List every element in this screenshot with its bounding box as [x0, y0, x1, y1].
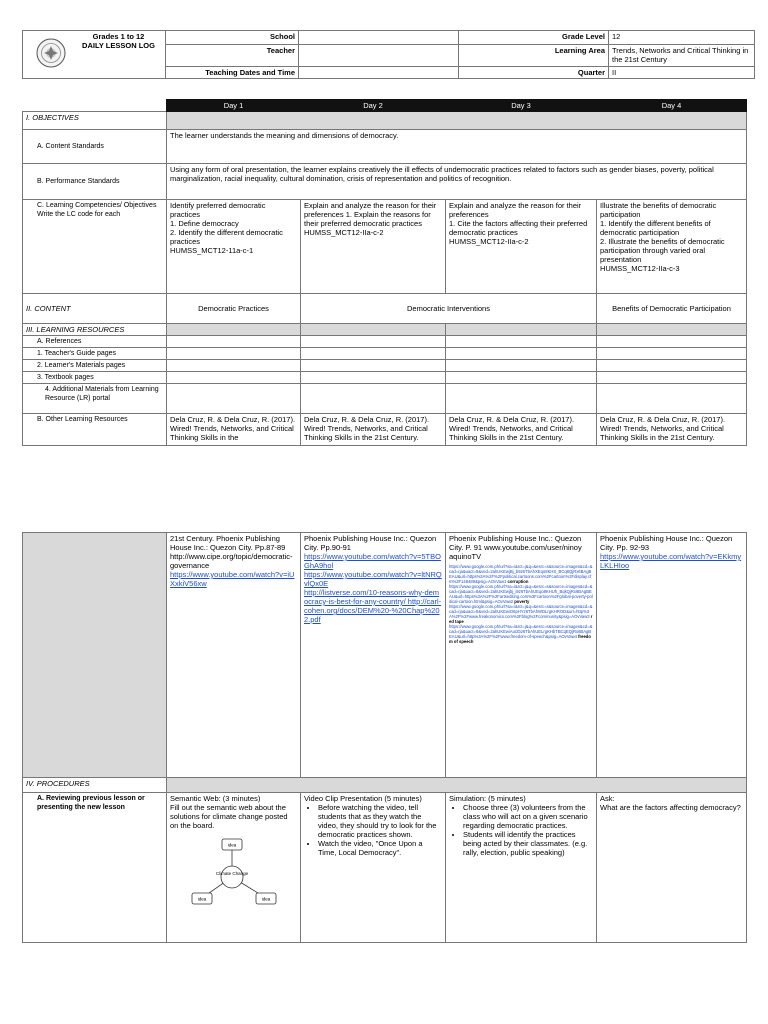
lc-day-3: Explain and analyze the reason for their preferences 1. Cite the factors affecting their preferred democratic practices HUMSS_MCT12-IIa-c-2	[446, 200, 597, 294]
small-link-1[interactable]: https://www.google.com.ph/url?sa=i&rct=j&q=&esrc=s&source=images&cd=&cad=rja&uact=8&ved=2ahUKEwjBj_b9z6TbAhXEqo8KHS_BCq8QjRx6BAgBEAU&url=https%3A%2F%2Fpolitical.cartoons.com%2Fcartoon%2Fdisplay.cfm%2F148489&psig=AOvVaw1 corruption	[449, 564, 593, 584]
link-day-1[interactable]: https://www.youtube.com/watch?v=iUXxkiV56xw	[170, 570, 295, 588]
small-link-3[interactable]: https://www.google.com.ph/url?sa=i&rct=j&q=&esrc=s&source=images&cd=&cad=rja&uact=8&ved=2ahUKEwiO6pHYz6TbAhWDLrgKHROD&url=http%3A%2F%2Fwww.freakonomics.com%2Fblog%2Fcommunity&psig=AOvVaw3 red tape	[449, 604, 593, 624]
procedure-day-2: Video Clip Presentation (5 minutes) • Before watching the video, tell students that as they watch the video, they should try to look for the democratic practices shown. • Watch the video, "Once Upon a Time, Local Democracy".	[301, 793, 446, 943]
objectives-heading: I. OBJECTIVES	[23, 112, 167, 130]
small-link-4[interactable]: https://www.google.com.ph/url?sa=i&rct=j&q=&esrc=s&source=images&cd=&cad=rja&uact=8&ved=2ahUKEwiAuI2bz6TbAhUELrgKHbTBCqEQjRx6BAgBEAU&url=http%3A%2F%2Fwww.freedom-of-speech&psig=AOvVaw4 freedom of speech	[449, 624, 593, 644]
day-4-header: Day 4	[597, 100, 747, 112]
performance-standards-label: B. Performance Standards	[23, 164, 167, 200]
semantic-web-diagram	[180, 834, 290, 914]
web-node-top: idea	[227, 842, 237, 848]
textbook-label: 3. Textbook pages	[23, 372, 167, 384]
web-node-right: idea	[261, 896, 271, 902]
lesson-table	[22, 99, 747, 446]
link-day-4[interactable]: https://www.youtube.com/watch?v=EKkmyLKLHIoo	[600, 552, 742, 570]
resources-day-3: Phoenix Publishing House Inc.: Quezon City. P. 91 www.youtube.com/user/ninoy aquinoTV https://www.google.com.ph/url?sa=i&rct=j&q=&esrc=s&source=images&cd=&cad=rja&uact=8&ved=2ahUKEwjBj_b9z6TbAhXEqo8KHS_BCq8QjRx6BAgBEAU&url=https%3A%2F%2Fpolitical.cartoons.com%2Fcartoon%2Fdisplay.cfm%2F148489&psig=AOvVaw1 corruption https://www.google.com.ph/url?sa=i&rct=j&q=&esrc=s&source=images&cd=&cad=rja&uact=8&ved=2ahUKEwjbj_i9z6TbAhUEqo8KHUh_BqkQjRx6BAgBEAU&url=https%3A%2F%2Fartsediting.com%2Fcartoon%2Fglobal-poverty-political-cartoon.html&psig=AOvVaw2 poverty https://www.google.com.ph/url?sa=i&rct=j&q=&esrc=s&source=images&cd=&cad=rja&uact=8&ved=2ahUKEwiO6pHYz6TbAhWDLrgKHROD&url=http%3A%2F%2Fwww.freakonomics.com%2Fblog%2Fcommunity&psig=AOvVaw3 red tape https://www.google.com.ph/url?sa=i&rct=j&q=&esrc=s&source=images&cd=&cad=rja&uact=8&ved=2ahUKEwiAuI2bz6TbAhUELrgKHbTBCqEQjRx6BAgBEAU&url=http%3A%2F%2Fwww.freedom-of-speech&psig=AOvVaw4 freedom of speech	[446, 533, 597, 778]
other-day-3: Dela Cruz, R. & Dela Cruz, R. (2017). Wired! Trends, Networks, and Critical Thinking Skills in the 21st Century.	[446, 414, 597, 446]
web-center-label: Climate Change	[215, 871, 249, 876]
content-standards-label: A. Content Standards	[23, 130, 167, 164]
school-field[interactable]	[299, 31, 459, 45]
additional-materials-label: 4. Additional Materials from Learning Resource (LR) portal	[23, 384, 167, 414]
resources-day-1: 21st Century. Phoenix Publishing House Inc.: Quezon City. Pp.87-89 http://www.cipe.org/topic/democratic-governance https://www.youtube.com/watch?v=iUXxkiV56xw	[167, 533, 301, 778]
content-heading: II. CONTENT	[23, 294, 167, 324]
resources-day-4: Phoenix Publishing House Inc.: Quezon City. Pp. 92-93 https://www.youtube.com/watch?v=EKkmyLKLHIoo	[597, 533, 747, 778]
header-table	[22, 30, 755, 79]
area-label: Learning Area	[459, 45, 609, 67]
lc-day-1: Identify preferred democratic practices 1. Define democracy 2. Identify the different democratic practices HUMSS_MCT12-11a-c-1	[167, 200, 301, 294]
header-title-2: DAILY LESSON LOG	[82, 41, 155, 50]
lesson-table-continued	[22, 532, 747, 943]
resources-heading: III. LEARNING RESOURCES	[23, 324, 167, 336]
tg-label: 1. Teacher's Guide pages	[23, 348, 167, 360]
link-day-2-b[interactable]: https://www.youtube.com/watch?v=ltNRQvlQx0E	[304, 570, 442, 588]
day-1-header: Day 1	[167, 100, 301, 112]
procedure-day-4: Ask: What are the factors affecting democracy?	[597, 793, 747, 943]
teacher-label: Teacher	[166, 45, 299, 67]
other-day-4: Dela Cruz, R. & Dela Cruz, R. (2017). Wired! Trends, Networks, and Critical Thinking Skills in the 21st Century.	[597, 414, 747, 446]
content-standards: The learner understands the meaning and dimensions of democracy.	[167, 130, 747, 164]
content-day-2-3: Democratic Interventions	[301, 294, 597, 324]
reviewing-label: A. Reviewing previous lesson or presenting the new lesson	[23, 793, 167, 943]
other-resources-label: B. Other Learning Resources	[23, 414, 167, 446]
header-title-1: Grades 1 to 12	[92, 32, 145, 41]
performance-standards: Using any form of oral presentation, the learner explains creatively the ill effects of undemocratic practices related to factors such as gender biases, poverty, political marginalization, racial inequality, cultural domination, crisis of representation and politics of recognition.	[167, 164, 747, 200]
other-day-1: Dela Cruz, R. & Dela Cruz, R. (2017). Wired! Trends, Networks, and Critical Thinking Skills in the	[167, 414, 301, 446]
lm-label: 2. Learner's Materials pages	[23, 360, 167, 372]
procedures-heading: IV. PROCEDURES	[23, 778, 167, 793]
dates-label: Teaching Dates and Time	[166, 67, 299, 79]
teacher-field[interactable]	[299, 45, 459, 67]
web-node-left: idea	[197, 896, 207, 902]
references-label: A. References	[23, 336, 167, 348]
school-label: School	[166, 31, 299, 45]
resources-day-2: Phoenix Publishing House Inc.: Quezon City. Pp.90-91 https://www.youtube.com/watch?v=5TBOGhA9hol https://www.youtube.com/watch?v=ltNRQvlQx0E http://listverse.com/10-reasons-why-democracy-is-best-for-any-country/ http://carl-cohen.org/docs/DEM%20-%20Chap%202.pdf	[301, 533, 446, 778]
content-day-1: Democratic Practices	[167, 294, 301, 324]
day-3-header: Day 3	[446, 100, 597, 112]
quarter-label: Quarter	[459, 67, 609, 79]
dates-field[interactable]	[299, 67, 459, 79]
grade-value[interactable]: 12	[609, 31, 755, 45]
other-day-2: Dela Cruz, R. & Dela Cruz, R. (2017). Wired! Trends, Networks, and Critical Thinking Skills in the 21st Century.	[301, 414, 446, 446]
link-day-2-c[interactable]: http://listverse.com/10-reasons-why-democracy-is-best-for-any-country/ http://carl-cohen.org/docs/DEM%20-%20Chap%202.pdf	[304, 588, 442, 624]
lc-day-2: Explain and analyze the reason for their preferences 1. Explain the reasons for their preferred democratic practices HUMSS_MCT12-IIa-c-2	[301, 200, 446, 294]
procedure-day-3: Simulation: (5 minutes) • Choose three (3) volunteers from the class who will act on a given scenario regarding democratic practices. • Students will identify the practices being acted by their classmates. (e.g. rally, election, public speaking)	[446, 793, 597, 943]
day-2-header: Day 2	[301, 100, 446, 112]
content-day-4: Benefits of Democratic Participation	[597, 294, 747, 324]
area-value[interactable]: Trends, Networks and Critical Thinking in the 21st Century	[609, 45, 755, 67]
quarter-value[interactable]: II	[609, 67, 755, 79]
small-link-2[interactable]: https://www.google.com.ph/url?sa=i&rct=j&q=&esrc=s&source=images&cd=&cad=rja&uact=8&ved=2ahUKEwjbj_i9z6TbAhUEqo8KHUh_BqkQjRx6BAgBEAU&url=https%3A%2F%2Fartsediting.com%2Fcartoon%2Fglobal-poverty-political-cartoon.html&psig=AOvVaw2 poverty	[449, 584, 593, 604]
link-day-2-a[interactable]: https://www.youtube.com/watch?v=5TBOGhA9hol	[304, 552, 441, 570]
procedure-day-1: Semantic Web: (3 minutes) Fill out the semantic web about the solutions for climate change posted on the board. Climate Change idea idea idea	[167, 793, 301, 943]
grade-label: Grade Level	[459, 31, 609, 45]
lc-day-4: Illustrate the benefits of democratic participation 1. Identify the different benefits of democratic participation 2. Illustrate the benefits of democratic participation through varied oral presentation HUMSS_MCT12-IIa-c-3	[597, 200, 747, 294]
competencies-label: C. Learning Competencies/ Objectives Write the LC code for each	[23, 200, 167, 294]
